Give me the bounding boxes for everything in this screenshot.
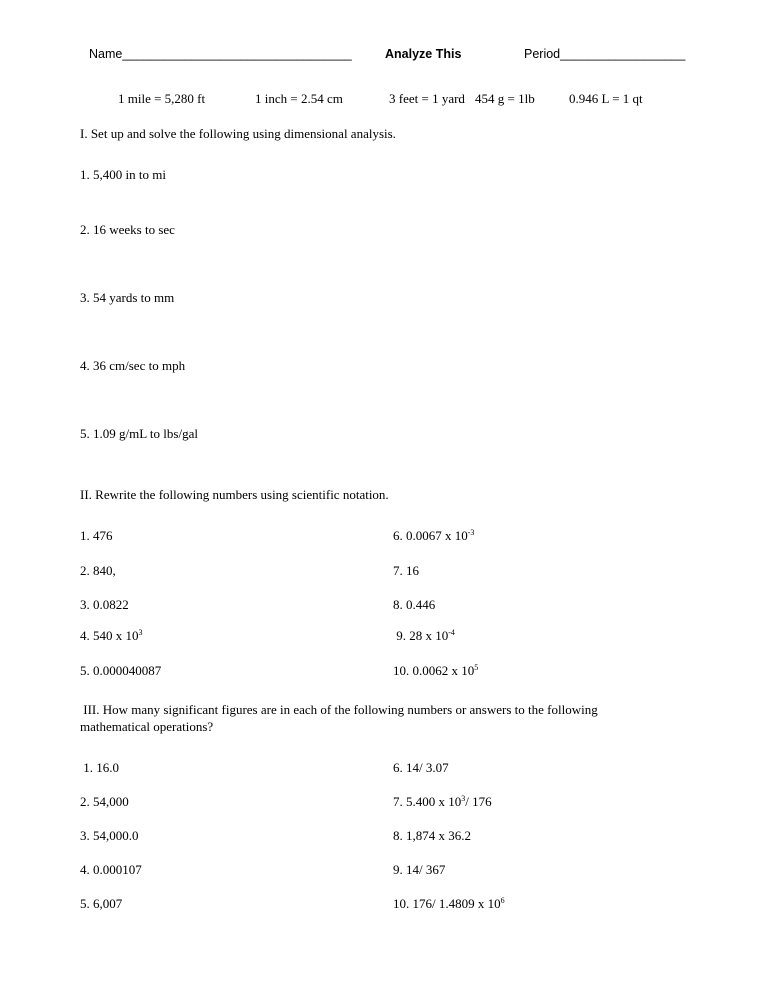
period-blank[interactable]: __________________ bbox=[560, 47, 686, 61]
sci-item-9: 9. 28 x $10^{-4}$ bbox=[393, 628, 455, 643]
section3-heading-line2: mathematical operations? bbox=[80, 719, 214, 734]
section2-row bbox=[0, 628, 768, 646]
name-blank[interactable]: _________________________________ bbox=[122, 47, 352, 61]
sigfig-item-9: 9. 14/ 367 bbox=[393, 862, 446, 877]
section1-item: 2. 16 weeks to sec bbox=[80, 222, 175, 237]
section2-heading: II. Rewrite the following numbers using scientific notation. bbox=[80, 487, 389, 502]
period-label: Period bbox=[524, 47, 561, 61]
worksheet-title: Analyze This bbox=[385, 47, 462, 61]
sigfig-item-8: 8. 1,874 x 36.2 bbox=[393, 828, 471, 843]
conversion-pound: 454 g = 1lb bbox=[475, 91, 535, 106]
conversion-quart: 0.946 L = 1 qt bbox=[569, 91, 643, 106]
section1-item: 1. 5,400 in to mi bbox=[80, 167, 166, 182]
sci-item-4: 4. 540 x $10^3$ bbox=[80, 628, 143, 643]
sigfig-item-10: 10. 176/ 1.4809 x $10^6$ bbox=[393, 896, 505, 911]
sigfig-item-1: 1. 16.0 bbox=[80, 760, 119, 775]
sci-item-8: 8. 0.446 bbox=[393, 597, 436, 612]
section3-row bbox=[0, 760, 768, 778]
section2-row bbox=[0, 528, 768, 546]
conversion-yard: 3 feet = 1 yard bbox=[389, 91, 465, 106]
section1-item: 3. 54 yards to mm bbox=[80, 290, 175, 305]
sci-item-6: 6. 0.0067 x $10^{-3}$ bbox=[393, 528, 475, 543]
sigfig-item-4: 4. 0.000107 bbox=[80, 862, 142, 877]
section3-heading-line1: III. How many significant figures are in each of the following numbers or answers to the following bbox=[80, 702, 598, 717]
name-field[interactable] bbox=[89, 47, 352, 61]
section2-row bbox=[0, 597, 768, 615]
conversion-inch: 1 inch = 2.54 cm bbox=[255, 91, 343, 106]
sci-item-7: 7. 16 bbox=[393, 563, 419, 578]
sigfig-item-6: 6. 14/ 3.07 bbox=[393, 760, 449, 775]
section3-row bbox=[0, 828, 768, 846]
sigfig-item-7: 7. 5.400 x $10^3/$ 176 bbox=[393, 794, 492, 809]
sigfig-item-2: 2. 54,000 bbox=[80, 794, 129, 809]
sci-item-5: 5. 0.000040087 bbox=[80, 663, 162, 678]
sci-item-10: 10. 0.0062 x $10^5$ bbox=[393, 663, 479, 678]
section1-item: 4. 36 cm/sec to mph bbox=[80, 358, 186, 373]
section3-row bbox=[0, 794, 768, 812]
section3-row bbox=[0, 862, 768, 880]
period-field[interactable] bbox=[524, 47, 685, 61]
sci-item-1: 1. 476 bbox=[80, 528, 113, 543]
section3-row bbox=[0, 896, 768, 914]
sigfig-item-5: 5. 6,007 bbox=[80, 896, 123, 911]
section1-item: 5. 1.09 g/mL to lbs/gal bbox=[80, 426, 198, 441]
section1-heading: I. Set up and solve the following using dimensional analysis. bbox=[80, 126, 396, 141]
name-label: Name bbox=[89, 47, 123, 61]
section2-row bbox=[0, 563, 768, 581]
sci-item-2: 2. 840, bbox=[80, 563, 116, 578]
section2-row bbox=[0, 663, 768, 681]
sigfig-item-3: 3. 54,000.0 bbox=[80, 828, 139, 843]
sci-item-3: 3. 0.0822 bbox=[80, 597, 129, 612]
conversion-mile: 1 mile = 5,280 ft bbox=[118, 91, 206, 106]
